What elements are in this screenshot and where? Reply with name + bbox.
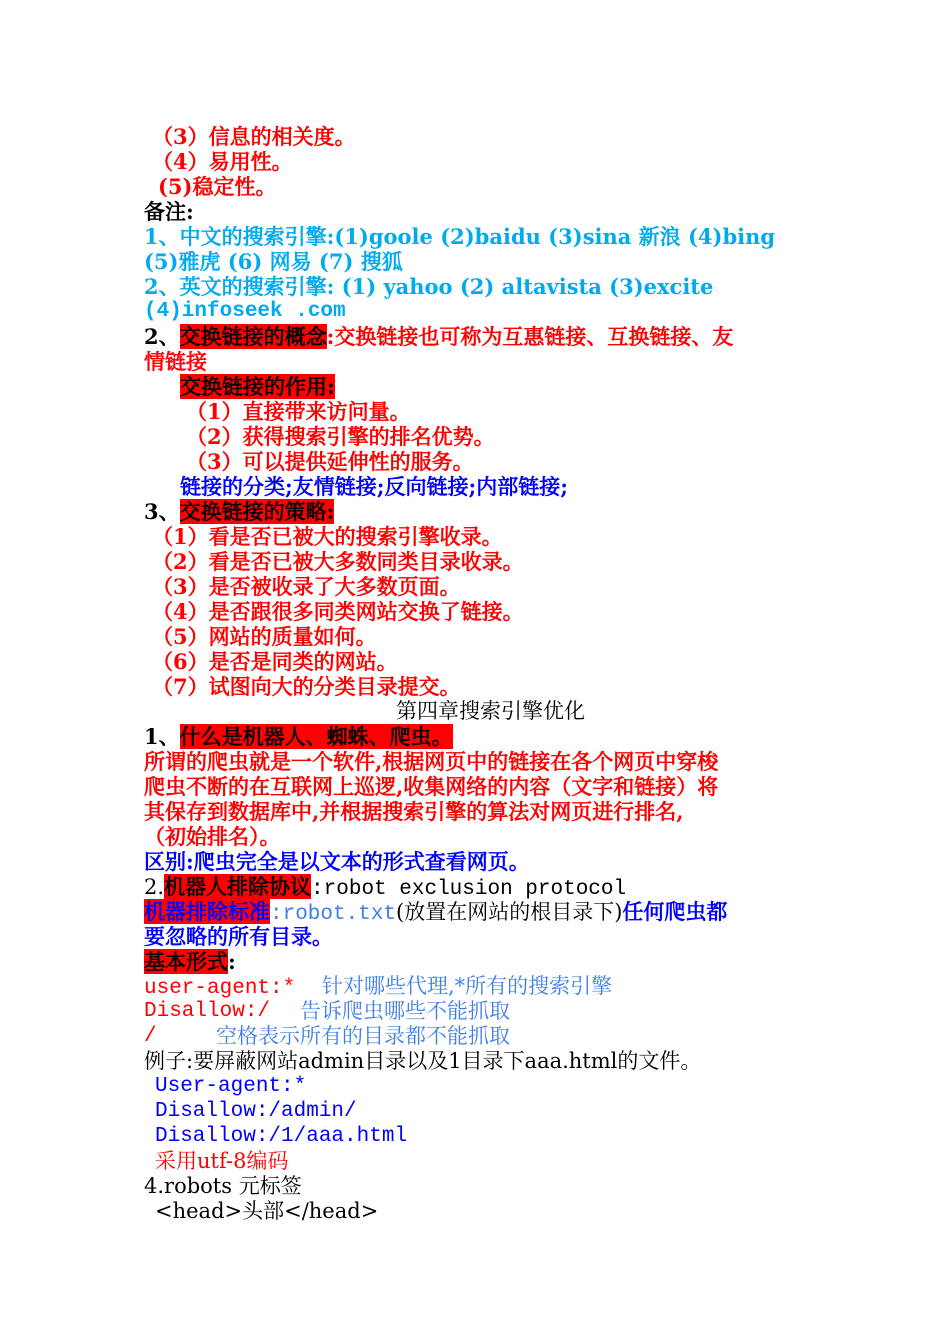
protocol-name: :robot exclusion protocol — [311, 878, 627, 901]
item-relevance: （3）信息的相关度。 — [152, 124, 356, 149]
strategy-item-4: （4）是否跟很多同类网站交换了链接。 — [152, 599, 524, 624]
example-user-agent: User-agent:* — [155, 1075, 307, 1098]
example-disallow-admin: Disallow:/admin/ — [155, 1100, 357, 1123]
strategy-item-2: （2）看是否已被大多数同类目录收录。 — [152, 549, 524, 574]
robot-exclusion-standard — [144, 899, 727, 927]
strategy-item-3: （3）是否被收录了大多数页面。 — [152, 574, 461, 599]
english-engines-line-2: (4)infoseek .com — [144, 300, 346, 323]
robots-filename: :robot.txt — [270, 903, 397, 926]
standard-text-cont: 要忽略的所有目录。 — [144, 924, 333, 949]
robots-meta-heading: 4.robots 元标签 — [144, 1174, 302, 1198]
robots-location: (放置在网站的根目录下) — [396, 900, 623, 924]
rule-disallow-note: 告诉爬虫哪些不能抓取 — [300, 999, 510, 1023]
role-item-3: （3）可以提供延伸性的服务。 — [186, 449, 474, 474]
concept-text: :交换链接也可称为互惠链接、互换链接、友 — [326, 324, 734, 349]
code-user-agent: user-agent:* — [144, 977, 296, 1000]
section-number: 1、 — [144, 724, 180, 749]
strategy-item-7: （7）试图向大的分类目录提交。 — [152, 674, 461, 699]
chapter-title: 第四章搜索引擎优化 — [396, 699, 585, 723]
rule-user-agent-note: 针对哪些代理,*所有的搜索引擎 — [322, 974, 613, 998]
section-number: 3、 — [144, 499, 180, 524]
robot-exclusion-protocol — [144, 874, 626, 902]
exchange-link-concept — [144, 324, 733, 349]
highlight-protocol: 机器人排除协议 — [164, 874, 312, 899]
role-item-2: （2）获得搜索引擎的排名优势。 — [186, 424, 495, 449]
highlight-robot: 什么是机器人、蜘蛛、爬虫。 — [179, 724, 453, 749]
strategy-item-5: （5）网站的质量如何。 — [152, 624, 377, 649]
link-types: 链接的分类;友情链接;反向链接;内部链接; — [180, 474, 569, 499]
role-item-1: （1）直接带来访问量。 — [186, 399, 411, 424]
highlight-basic-form: 基本形式 — [144, 949, 228, 974]
chinese-engines-line-2: (5)雅虎 (6) 网易 (7) 搜狐 — [144, 249, 403, 274]
example-heading: 例子:要屏蔽网站admin目录以及1目录下aaa.html的文件。 — [144, 1049, 702, 1073]
highlight-role: 交换链接的作用: — [180, 374, 335, 399]
encoding-note: 采用utf-8编码 — [155, 1149, 289, 1173]
crawler-desc-4: （初始排名）。 — [144, 824, 281, 849]
item-stability: (5)稳定性。 — [158, 174, 277, 199]
english-engines-line-1: 2、英文的搜索引擎: (1) yahoo (2) altavista (3)excite — [144, 274, 714, 299]
rule-slash-note: 空格表示所有的目录都不能抓取 — [216, 1024, 510, 1048]
crawler-desc-2: 爬虫不断的在互联网上巡逻,收集网络的内容（文字和链接）将 — [144, 774, 719, 799]
section-number: 2. — [144, 875, 165, 899]
exchange-link-role — [180, 374, 335, 399]
robot-question — [144, 724, 453, 749]
highlight-standard: 机器排除标准 — [144, 899, 270, 924]
basic-form — [144, 949, 236, 974]
concept-text-cont: 情链接 — [144, 349, 207, 374]
highlight-concept: 交换链接的概念 — [179, 324, 327, 349]
chinese-engines-line-1: 1、中文的搜索引擎:(1)goole (2)baidu (3)sina 新浪 (4)bing — [144, 224, 776, 249]
code-slash: / — [144, 1025, 157, 1048]
rule-user-agent — [144, 974, 295, 1001]
item-usability: （4）易用性。 — [152, 149, 293, 174]
note-heading: 备注: — [144, 199, 194, 224]
strategy-item-6: （6）是否是同类的网站。 — [152, 649, 398, 674]
example-disallow-file: Disallow:/1/aaa.html — [155, 1125, 408, 1148]
exchange-link-strategy — [144, 499, 334, 524]
crawler-difference: 区别:爬虫完全是以文本的形式查看网页。 — [144, 849, 530, 874]
strategy-item-1: （1）看是否已被大的搜索引擎收录。 — [152, 524, 503, 549]
colon: : — [228, 949, 236, 974]
crawler-desc-1: 所谓的爬虫就是一个软件,根据网页中的链接在各个网页中穿梭 — [144, 749, 719, 774]
section-number: 2、 — [144, 324, 180, 349]
crawler-desc-3: 其保存到数据库中,并根据搜索引擎的算法对网页进行排名, — [144, 799, 684, 824]
standard-text: 任何爬虫都 — [622, 899, 728, 924]
head-tag-example: <head>头部</head> — [155, 1199, 379, 1223]
highlight-strategy: 交换链接的策略: — [179, 499, 335, 524]
code-disallow: Disallow:/ — [144, 1000, 271, 1023]
